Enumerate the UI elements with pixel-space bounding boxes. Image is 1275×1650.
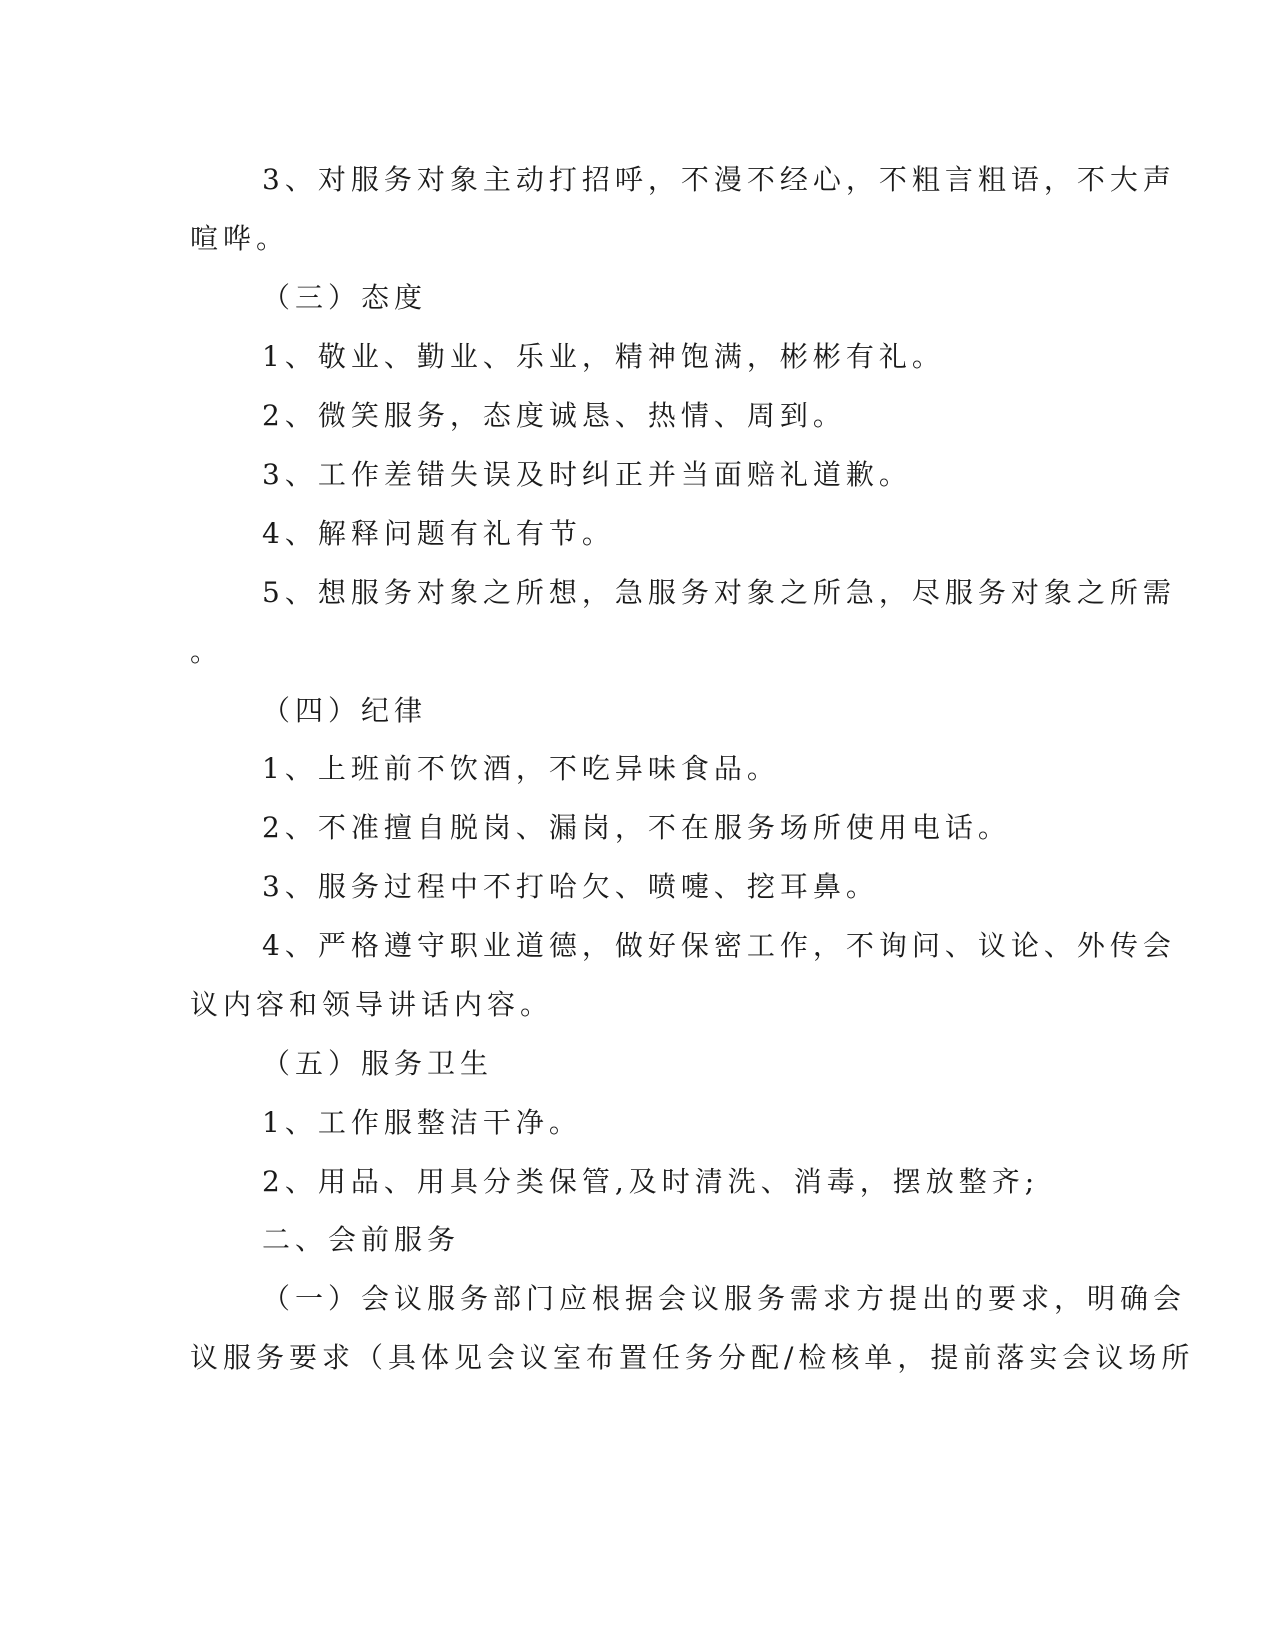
list-item: 4、解释问题有礼有节。	[262, 517, 615, 550]
section-heading: 二、会前服务	[262, 1223, 461, 1256]
section-heading: （四）纪律	[262, 694, 428, 727]
paragraph-line: 议服务要求（具体见会议室布置任务分配/检核单，提前落实会议场所	[190, 1341, 1195, 1374]
paragraph-line: 。	[190, 635, 224, 668]
paragraph-line: 喧哗。	[190, 222, 290, 255]
section-heading: （三）态度	[262, 281, 428, 314]
list-item: 3、服务过程中不打哈欠、喷嚏、挖耳鼻。	[262, 870, 879, 903]
list-item: 2、不准擅自脱岗、漏岗，不在服务场所使用电话。	[262, 811, 1011, 844]
list-item: 4、严格遵守职业道德，做好保密工作，不询问、议论、外传会	[262, 929, 1176, 962]
paragraph-line: 3、对服务对象主动打招呼，不漫不经心，不粗言粗语，不大声	[262, 163, 1176, 196]
list-item: 1、上班前不饮酒，不吃异味食品。	[262, 752, 780, 785]
section-heading: （五）服务卫生	[262, 1047, 494, 1080]
list-item: 5、想服务对象之所想，急服务对象之所急，尽服务对象之所需	[262, 576, 1176, 609]
list-item: 1、敬业、勤业、乐业，精神饱满，彬彬有礼。	[262, 340, 945, 373]
list-item: 2、微笑服务，态度诚恳、热情、周到。	[262, 399, 846, 432]
list-item: 2、用品、用具分类保管,及时清洗、消毒，摆放整齐;	[262, 1165, 1040, 1198]
list-item: 3、工作差错失误及时纠正并当面赔礼道歉。	[262, 458, 912, 491]
paragraph-line: 议内容和领导讲话内容。	[190, 988, 554, 1021]
list-item: 1、工作服整洁干净。	[262, 1106, 582, 1139]
paragraph-line: （一）会议服务部门应根据会议服务需求方提出的要求，明确会	[262, 1282, 1187, 1315]
